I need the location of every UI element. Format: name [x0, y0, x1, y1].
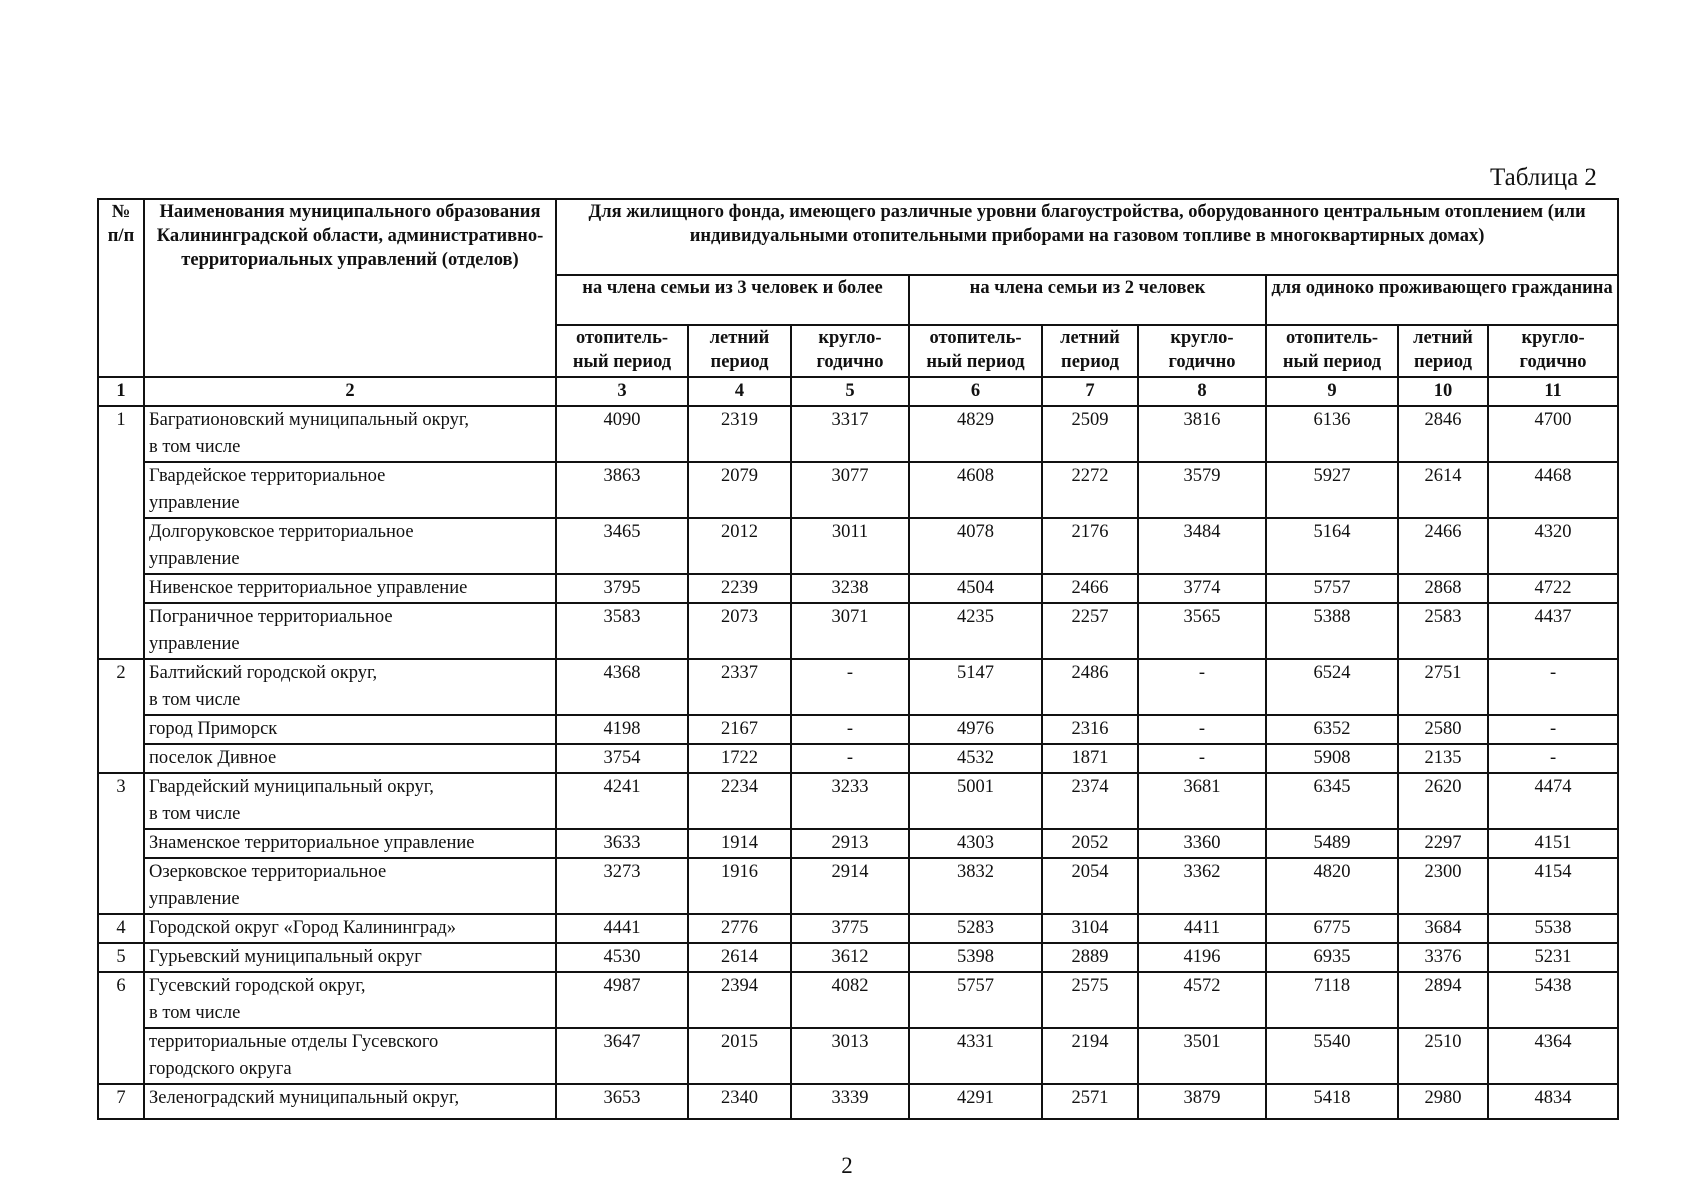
- row-value: 5001: [909, 773, 1042, 829]
- row-value: 1871: [1042, 744, 1138, 773]
- row-name: Балтийский городской округ, в том числе: [144, 659, 556, 715]
- row-value: 3565: [1138, 603, 1266, 659]
- row-value: 2054: [1042, 858, 1138, 914]
- row-value: 5489: [1266, 829, 1398, 858]
- row-value: 3362: [1138, 858, 1266, 914]
- column-number: 11: [1488, 377, 1618, 406]
- row-value: 3774: [1138, 574, 1266, 603]
- row-value: -: [791, 659, 909, 715]
- row-value: 2394: [688, 972, 791, 1028]
- row-value: 2234: [688, 773, 791, 829]
- row-value: 5147: [909, 659, 1042, 715]
- row-value: 5388: [1266, 603, 1398, 659]
- row-value: 2914: [791, 858, 909, 914]
- row-value: 3863: [556, 462, 688, 518]
- table-row: [98, 603, 1618, 659]
- row-value: 2319: [688, 406, 791, 462]
- column-number: 1: [98, 377, 144, 406]
- row-value: 2846: [1398, 406, 1488, 462]
- table-row: [98, 744, 1618, 773]
- row-value: 2337: [688, 659, 791, 715]
- row-value: 3816: [1138, 406, 1266, 462]
- row-value: -: [791, 744, 909, 773]
- table-row: [98, 914, 1618, 943]
- row-value: 3583: [556, 603, 688, 659]
- row-value: 5540: [1266, 1028, 1398, 1084]
- row-value: 2776: [688, 914, 791, 943]
- row-name: Городской округ «Город Калининград»: [144, 914, 556, 943]
- row-value: 5438: [1488, 972, 1618, 1028]
- table-row: [98, 829, 1618, 858]
- row-value: 5908: [1266, 744, 1398, 773]
- row-value: 4474: [1488, 773, 1618, 829]
- row-name: город Приморск: [144, 715, 556, 744]
- row-number: 3: [98, 773, 144, 914]
- row-value: 4468: [1488, 462, 1618, 518]
- row-value: 4411: [1138, 914, 1266, 943]
- row-value: 2510: [1398, 1028, 1488, 1084]
- row-value: 4976: [909, 715, 1042, 744]
- row-value: 2889: [1042, 943, 1138, 972]
- row-value: 2466: [1398, 518, 1488, 574]
- row-value: 7118: [1266, 972, 1398, 1028]
- row-value: 4090: [556, 406, 688, 462]
- row-value: 4368: [556, 659, 688, 715]
- row-value: 2176: [1042, 518, 1138, 574]
- header-subcolumn: отопитель- ный период: [1266, 325, 1398, 377]
- row-name: Гвардейский муниципальный округ, в том числе: [144, 773, 556, 829]
- header-number: № п/п: [98, 199, 144, 377]
- row-value: 2509: [1042, 406, 1138, 462]
- row-value: 4834: [1488, 1084, 1618, 1119]
- row-name: территориальные отделы Гусевского городского округа: [144, 1028, 556, 1084]
- row-value: 2052: [1042, 829, 1138, 858]
- header-subcolumn: кругло- годично: [1138, 325, 1266, 377]
- row-value: 2466: [1042, 574, 1138, 603]
- page-number: 2: [841, 1153, 853, 1178]
- row-value: 4820: [1266, 858, 1398, 914]
- row-value: 2583: [1398, 603, 1488, 659]
- row-value: 5164: [1266, 518, 1398, 574]
- row-value: 4078: [909, 518, 1042, 574]
- row-value: 2751: [1398, 659, 1488, 715]
- row-value: 3579: [1138, 462, 1266, 518]
- row-value: 4572: [1138, 972, 1266, 1028]
- column-number: 5: [791, 377, 909, 406]
- row-value: -: [1488, 715, 1618, 744]
- row-value: 3754: [556, 744, 688, 773]
- row-name: поселок Дивное: [144, 744, 556, 773]
- row-value: 2257: [1042, 603, 1138, 659]
- header-subcolumn: кругло- годично: [791, 325, 909, 377]
- row-value: 3484: [1138, 518, 1266, 574]
- row-value: 1916: [688, 858, 791, 914]
- row-value: 3376: [1398, 943, 1488, 972]
- column-number: 10: [1398, 377, 1488, 406]
- row-value: 3684: [1398, 914, 1488, 943]
- row-value: 2894: [1398, 972, 1488, 1028]
- row-value: -: [791, 715, 909, 744]
- header-subcolumn: отопитель- ный период: [909, 325, 1042, 377]
- row-name: Багратионовский муниципальный округ, в том числе: [144, 406, 556, 462]
- row-value: 3775: [791, 914, 909, 943]
- table-row: [98, 943, 1618, 972]
- row-value: 2297: [1398, 829, 1488, 858]
- row-number: 7: [98, 1084, 144, 1119]
- row-value: -: [1138, 715, 1266, 744]
- table-row: [98, 462, 1618, 518]
- row-value: 2868: [1398, 574, 1488, 603]
- row-value: 5757: [1266, 574, 1398, 603]
- row-value: 3233: [791, 773, 909, 829]
- table-row: [98, 518, 1618, 574]
- row-value: 3681: [1138, 773, 1266, 829]
- row-value: 2913: [791, 829, 909, 858]
- header-subcolumn: летний период: [1042, 325, 1138, 377]
- column-number: 9: [1266, 377, 1398, 406]
- row-value: 4722: [1488, 574, 1618, 603]
- row-value: 1914: [688, 829, 791, 858]
- row-value: 6352: [1266, 715, 1398, 744]
- row-value: 3238: [791, 574, 909, 603]
- row-value: 4987: [556, 972, 688, 1028]
- row-name: Пограничное территориальное управление: [144, 603, 556, 659]
- row-value: 4530: [556, 943, 688, 972]
- table-row: [98, 1028, 1618, 1084]
- row-value: 2575: [1042, 972, 1138, 1028]
- row-value: 6775: [1266, 914, 1398, 943]
- row-value: 3071: [791, 603, 909, 659]
- row-value: 2374: [1042, 773, 1138, 829]
- row-name: Зеленоградский муниципальный округ,: [144, 1084, 556, 1119]
- row-value: -: [1488, 744, 1618, 773]
- column-number: 4: [688, 377, 791, 406]
- row-value: 2580: [1398, 715, 1488, 744]
- row-value: 3339: [791, 1084, 909, 1119]
- column-number: 8: [1138, 377, 1266, 406]
- header-name: Наименования муниципального образования Калининградской области, административно-территориальных управлений (отделов): [144, 199, 556, 377]
- row-value: 3879: [1138, 1084, 1266, 1119]
- row-value: 2015: [688, 1028, 791, 1084]
- row-value: 3317: [791, 406, 909, 462]
- row-name: Долгоруковское территориальное управление: [144, 518, 556, 574]
- row-value: 4154: [1488, 858, 1618, 914]
- row-value: 2167: [688, 715, 791, 744]
- row-value: 2614: [1398, 462, 1488, 518]
- row-value: 2486: [1042, 659, 1138, 715]
- row-value: 3501: [1138, 1028, 1266, 1084]
- row-value: 4241: [556, 773, 688, 829]
- row-value: 5418: [1266, 1084, 1398, 1119]
- row-value: 2079: [688, 462, 791, 518]
- row-value: 2272: [1042, 462, 1138, 518]
- row-value: 4331: [909, 1028, 1042, 1084]
- header-subcolumn: летний период: [688, 325, 791, 377]
- column-number: 6: [909, 377, 1042, 406]
- row-value: 6136: [1266, 406, 1398, 462]
- row-value: 6524: [1266, 659, 1398, 715]
- row-value: 2194: [1042, 1028, 1138, 1084]
- row-value: 1722: [688, 744, 791, 773]
- header-group-2-persons: на члена семьи из 2 человек: [909, 275, 1266, 325]
- row-value: 2073: [688, 603, 791, 659]
- row-value: 2300: [1398, 858, 1488, 914]
- row-value: 4608: [909, 462, 1042, 518]
- row-name: Гусевский городской округ, в том числе: [144, 972, 556, 1028]
- row-value: 3273: [556, 858, 688, 914]
- row-value: 2340: [688, 1084, 791, 1119]
- header-subcolumn: кругло- годично: [1488, 325, 1618, 377]
- row-value: 3647: [556, 1028, 688, 1084]
- row-value: 3360: [1138, 829, 1266, 858]
- row-name: Гурьевский муниципальный округ: [144, 943, 556, 972]
- row-value: 5757: [909, 972, 1042, 1028]
- header-subcolumn: летний период: [1398, 325, 1488, 377]
- row-value: 4504: [909, 574, 1042, 603]
- row-name: Знаменское территориальное управление: [144, 829, 556, 858]
- row-number: 1: [98, 406, 144, 659]
- row-number: 2: [98, 659, 144, 773]
- row-value: 3104: [1042, 914, 1138, 943]
- header-group-single: для одиноко проживающего гражданина: [1266, 275, 1618, 325]
- row-value: 4320: [1488, 518, 1618, 574]
- table-row: [98, 1084, 1618, 1119]
- row-value: 4196: [1138, 943, 1266, 972]
- row-value: 3011: [791, 518, 909, 574]
- table-caption: Таблица 2: [1490, 164, 1597, 191]
- row-value: 4082: [791, 972, 909, 1028]
- row-value: 5538: [1488, 914, 1618, 943]
- row-number: 4: [98, 914, 144, 943]
- row-value: 2614: [688, 943, 791, 972]
- row-value: 3795: [556, 574, 688, 603]
- row-value: 6345: [1266, 773, 1398, 829]
- table-row: [98, 972, 1618, 1028]
- row-value: 2135: [1398, 744, 1488, 773]
- row-value: 4235: [909, 603, 1042, 659]
- row-number: 6: [98, 972, 144, 1084]
- row-value: 5398: [909, 943, 1042, 972]
- table-row: [98, 773, 1618, 829]
- column-number: 7: [1042, 377, 1138, 406]
- header-subcolumn: отопитель- ный период: [556, 325, 688, 377]
- row-value: 4532: [909, 744, 1042, 773]
- row-value: 3832: [909, 858, 1042, 914]
- table-row: [98, 858, 1618, 914]
- row-value: 3077: [791, 462, 909, 518]
- row-value: 3612: [791, 943, 909, 972]
- row-value: 4291: [909, 1084, 1042, 1119]
- row-value: 2012: [688, 518, 791, 574]
- row-value: 6935: [1266, 943, 1398, 972]
- row-value: -: [1138, 744, 1266, 773]
- row-name: Гвардейское территориальное управление: [144, 462, 556, 518]
- row-value: 4303: [909, 829, 1042, 858]
- row-value: 4198: [556, 715, 688, 744]
- row-value: -: [1138, 659, 1266, 715]
- row-value: 3013: [791, 1028, 909, 1084]
- table-row: [98, 659, 1618, 715]
- row-value: 4441: [556, 914, 688, 943]
- row-value: 5231: [1488, 943, 1618, 972]
- row-value: 2980: [1398, 1084, 1488, 1119]
- row-value: 4364: [1488, 1028, 1618, 1084]
- row-value: 4700: [1488, 406, 1618, 462]
- header-main: Для жилищного фонда, имеющего различные уровни благоустройства, оборудованного центральным отоплением (или индивидуальными отопительными приборами на газовом топливе в многоквартирных домах): [556, 199, 1618, 275]
- row-value: 2620: [1398, 773, 1488, 829]
- row-value: 5283: [909, 914, 1042, 943]
- row-value: 3465: [556, 518, 688, 574]
- table-row: [98, 715, 1618, 744]
- header-group-3-persons: на члена семьи из 3 человек и более: [556, 275, 909, 325]
- tariff-table: [97, 198, 1619, 1120]
- column-number: 3: [556, 377, 688, 406]
- row-value: 3633: [556, 829, 688, 858]
- row-value: 2571: [1042, 1084, 1138, 1119]
- row-number: 5: [98, 943, 144, 972]
- row-value: 5927: [1266, 462, 1398, 518]
- row-value: -: [1488, 659, 1618, 715]
- column-number: 2: [144, 377, 556, 406]
- row-value: 3653: [556, 1084, 688, 1119]
- row-value: 4151: [1488, 829, 1618, 858]
- row-value: 4437: [1488, 603, 1618, 659]
- table-row: [98, 406, 1618, 462]
- row-value: 4829: [909, 406, 1042, 462]
- table-row: [98, 574, 1618, 603]
- row-name: Нивенское территориальное управление: [144, 574, 556, 603]
- row-name: Озерковское территориальное управление: [144, 858, 556, 914]
- row-value: 2316: [1042, 715, 1138, 744]
- row-value: 2239: [688, 574, 791, 603]
